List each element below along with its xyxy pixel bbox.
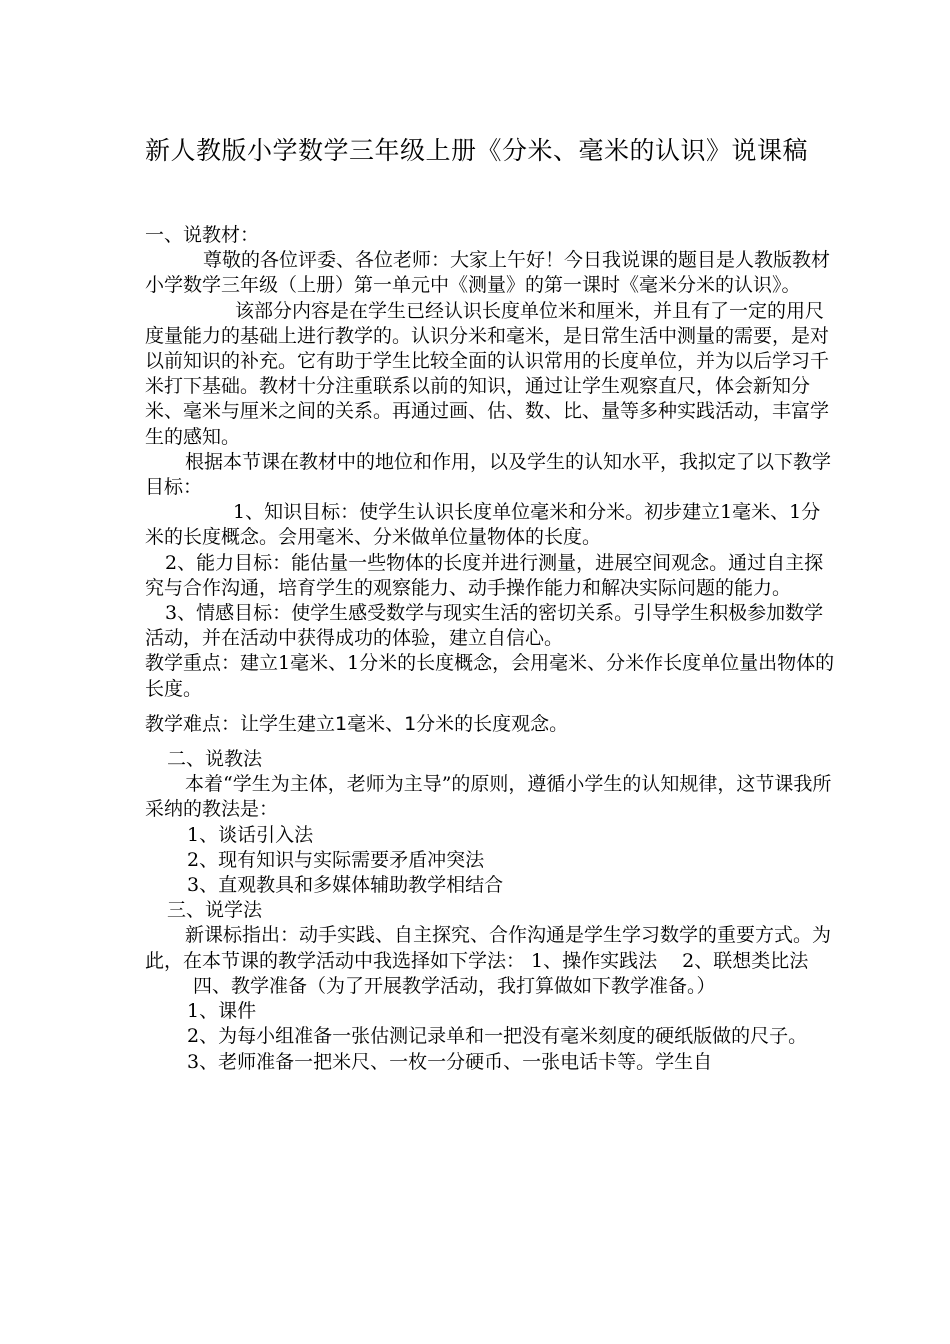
paragraph: 四、教学准备（为了开展教学活动，我打算做如下教学准备。） — [193, 974, 716, 997]
paragraph: 2、为每小组准备一张估测记录单和一把没有毫米刻度的硬纸版做的尺子。 — [187, 1025, 808, 1048]
paragraph: 教学重点：建立1毫米、1分米的长度概念，会用毫米、分米作长度单位量出物体的长度。 — [145, 652, 835, 700]
document-title: 新人教版小学数学三年级上册《分米、毫米的认识》说课稿 — [145, 136, 809, 165]
paragraph: 根据本节课在教材中的地位和作用，以及学生的认知水平，我拟定了以下教学目标： — [145, 450, 832, 499]
paragraph: 该部分内容是在学生已经认识长度单位米和厘米，并且有了一定的用尺度量能力的基础上进行教学的。认识分米和毫米，是日常生活中测量的需要，是对以前知识的补充。它有助于学生比较全面的认识常用的长度单位，并为以后学习千米打下基础。教材十分注重联系以前的知识，通过让学生观察直尺，体会新知分米、毫米与厘米之间的关系。再通过画、估、数、比、量等多种实践活动，丰富学生的感知。 — [145, 299, 830, 448]
paragraph: 新课标指出：动手实践、自主探究、合作沟通是学生学习数学的重要方式。为此，在本节课的教学活动中我选择如下学法： 1、操作实践法 2、联想类比法 — [145, 924, 832, 972]
paragraph: 2、能力目标：能估量一些物体的长度并进行测量，进展空间观念。通过自主探究与合作沟通，培育学生的观察能力、动手操作能力和解决实际问题的能力。 — [145, 551, 824, 599]
paragraph: 一、说教材： — [145, 224, 260, 246]
paragraph: 3、老师准备一把米尺、一枚一分硬币、一张电话卡等。学生自 — [187, 1050, 713, 1073]
paragraph: 教学难点：让学生建立1毫米、1分米的长度观念。 — [145, 712, 569, 735]
paragraph: 3、情感目标：使学生感受数学与现实生活的密切关系。引导学生积极参加数学活动，并在活动中获得成功的体验，建立自信心。 — [145, 602, 824, 650]
paragraph: 尊敬的各位评委、各位老师：大家上午好！今日我说课的题目是人教版教材小学数学三年级（上册）第一单元中《测量》的第一课时《毫米分米的认识》。 — [145, 249, 831, 297]
document-body — [145, 223, 835, 1075]
paragraph: 1、知识目标：使学生认识长度单位毫米和分米。初步建立1毫米、1分米的长度概念。会用毫米、分米做单位量物体的长度。 — [145, 501, 821, 549]
paragraph: 二、说教法 — [167, 748, 263, 771]
paragraph: 1、课件 — [187, 1000, 257, 1023]
paragraph: 本着“学生为主体，老师为主导”的原则，遵循小学生的认知规律，这节课我所采纳的教法是： — [145, 773, 832, 821]
paragraph: 3、直观教具和多媒体辅助教学相结合 — [187, 874, 504, 897]
paragraph: 2、现有知识与实际需要矛盾冲突法 — [187, 848, 485, 871]
paragraph: 1、谈话引入法 — [187, 823, 314, 846]
paragraph: 三、说学法 — [167, 899, 263, 922]
